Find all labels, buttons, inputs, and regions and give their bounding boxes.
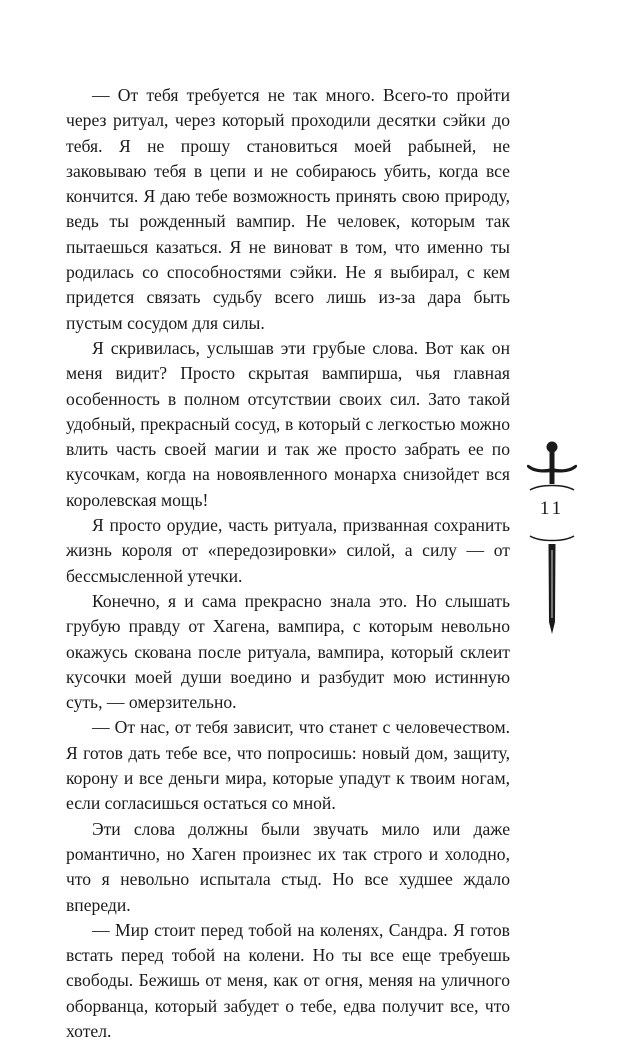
paragraph-6: Эти слова должны были звучать мило или даже романтично, но Хаген произнес их так строго и холодно, что я невольно испытала стыд. Но все худшее ждало впереди. [66,818,510,915]
paragraph-2: Я скривилась, услышав эти грубые слова. Вот как он меня видит? Просто скрытая вампирша, чья главная особенность в полном отсутствии своих сил. Зато такой удобный, прекрасный сосуд, в который с легкостью можно влить часть своей магии и так же просто забрать ее по кусочкам, когда на новоявленного монарха снизойдет вся королевская мощь! [66,337,510,510]
paragraph-5: — От нас, от тебя зависит, что станет с человечеством. Я готов дать тебе все, что попросишь: новый дом, защиту, корону и все деньги мира, которые упадут к твоим ногам, если согласишься остаться со мной. [66,717,510,814]
paragraph-7: — Мир стоит перед тобой на коленях, Сандра. Я готов встать перед тобой на колени. Но ты все еще требуешь свободы. Бежишь от меня, как от огня, меняя на уличного оборванца, который забудет о тебе, едва получит все, что хотел. [66,919,510,1041]
paragraph-4: Конечно, я и сама прекрасно знала это. Но слышать грубую правду от Хагена, вампира, с которым невольно окажусь скована после ритуала, вампира, который склеит кусочки моей души воедино и разбудит мою истинную суть, — омерзительно. [66,590,510,713]
paragraph-1: — От тебя требуется не так много. Всего-то пройти через ритуал, через который проходили десятки сэйки до тебя. Я не прошу становиться моей рабыней, не заковываю тебя в цепи и не собираюсь убить, когда все кончится. Я даю тебе возможность принять свою природу, ведь ты рожденный вампир. Не человек, которым так пытаешься казаться. Я не виноват в том, что именно ты родилась со способностями сэйки. Не я выбирал, с кем придется связать судьбу всего лишь из-за дара быть пустым сосудом для силы. [66,85,510,333]
main-text [66,83,510,1044]
paragraph-3: Я просто орудие, часть ритуала, призванная сохранить жизнь короля от «передозировки» силой, а силу — от бессмысленной утечки. [66,515,510,586]
page-number: 11 [539,498,565,519]
sword-icon [524,440,580,650]
